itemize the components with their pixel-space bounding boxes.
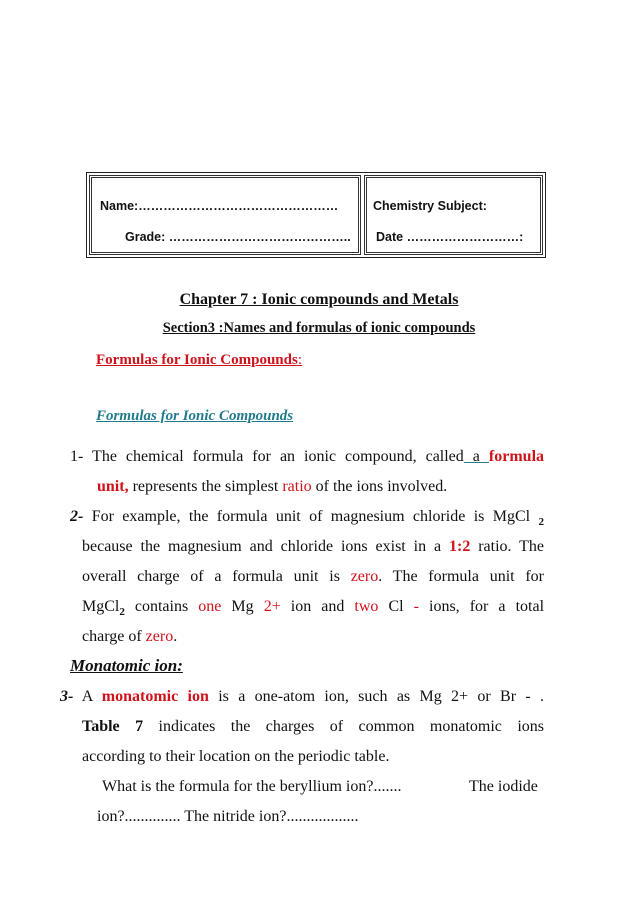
item2-text-2c: ratio. The <box>470 538 545 555</box>
item3-question-beryllium[interactable]: What is the formula for the beryllium ion?....... <box>102 778 402 795</box>
item2-text-4f: ion and <box>280 598 355 615</box>
item2-zero-1: zero <box>350 568 379 585</box>
item2-two: two <box>354 598 379 615</box>
item2-text-2a: because the magnesium and chloride ions exist in a <box>82 538 449 555</box>
item1-text-b: a <box>463 448 489 465</box>
item2-mgcl: MgCl <box>82 598 120 615</box>
formulas-heading-text: Formulas for Ionic Compounds <box>96 352 298 368</box>
item2-line1 <box>70 508 544 528</box>
item3-table-ref: Table 7 <box>82 718 144 735</box>
item1-text-a: The chemical formula for an ionic compound, called <box>92 448 464 465</box>
item2-line5 <box>82 628 177 646</box>
item2-sub-2: 2 <box>119 606 125 619</box>
item2-charge-mg: 2+ <box>263 598 281 615</box>
item3-text-1a: A <box>81 688 102 705</box>
monatomic-heading: Monatomic ion: <box>70 656 183 675</box>
item2-text-1: For example, the formula unit of magnesium chloride is MgCl <box>91 508 531 525</box>
item2-charge-cl: - <box>413 598 419 615</box>
item3-question-nitride[interactable]: ion?.............. The nitride ion?.................. <box>97 808 359 825</box>
item3-text-1c: is a one-atom ion, such as Mg 2+ or Br - . <box>208 688 545 705</box>
item3-question-iodide[interactable]: The iodide <box>469 778 538 795</box>
item1-term-formula: formula <box>488 448 545 465</box>
item1-text-d: of the ions involved. <box>311 478 448 495</box>
item2-line4 <box>82 598 544 618</box>
item1-text-c: represents the simplest <box>128 478 283 495</box>
item3-term-monatomic: monatomic ion <box>101 688 209 705</box>
item2-text-5a: charge of <box>82 628 146 645</box>
section-title: Section3 :Names and formulas of ionic compounds <box>162 320 476 336</box>
item3-number: 3- <box>60 688 74 705</box>
item2-text-3c: . The formula unit for <box>378 568 545 585</box>
formulas-heading <box>96 352 302 369</box>
formulas-subheading: Formulas for Ionic Compounds <box>96 408 294 424</box>
item2-text-4b: contains <box>124 598 199 615</box>
formulas-heading-colon: : <box>297 352 303 368</box>
item1-line2 <box>97 478 447 496</box>
grade-field[interactable]: Grade: …………………………………….. <box>125 230 351 244</box>
name-field[interactable]: Name:………………………………………… <box>100 199 339 213</box>
item2-text-4d: Mg <box>221 598 264 615</box>
item3-line3: according to their location on the periodic table. <box>82 748 390 765</box>
item2-sub-1: 2 <box>538 516 544 529</box>
date-field[interactable]: Date ………………………: <box>376 230 524 244</box>
subject-field[interactable]: Chemistry Subject: <box>373 199 487 213</box>
item1-term-unit: unit, <box>97 478 129 495</box>
item2-text-5c: . <box>173 628 178 645</box>
header-right-cell <box>364 175 543 255</box>
item2-number: 2- <box>70 508 84 525</box>
item1-term-ratio: ratio <box>282 478 312 495</box>
item2-text-4j: ions, for a total <box>418 598 545 615</box>
item2-line2 <box>82 538 544 556</box>
item2-line3 <box>82 568 544 586</box>
item2-text-4h: Cl <box>378 598 414 615</box>
header-table <box>86 172 546 258</box>
item3-line1 <box>60 688 544 706</box>
chapter-title: Chapter 7 : Ionic compounds and Metals <box>179 291 459 308</box>
item2-ratio: 1:2 <box>448 538 471 555</box>
item3-line2 <box>82 718 544 736</box>
item2-zero-2: zero <box>145 628 174 645</box>
item1-number: 1- <box>70 448 84 465</box>
header-left-cell <box>89 175 361 255</box>
item3-text-2b: indicates the charges of common monatomic ions <box>143 718 544 735</box>
item2-one: one <box>198 598 222 615</box>
item2-text-3a: overall charge of a formula unit is <box>82 568 351 585</box>
item1-line1 <box>70 448 544 466</box>
